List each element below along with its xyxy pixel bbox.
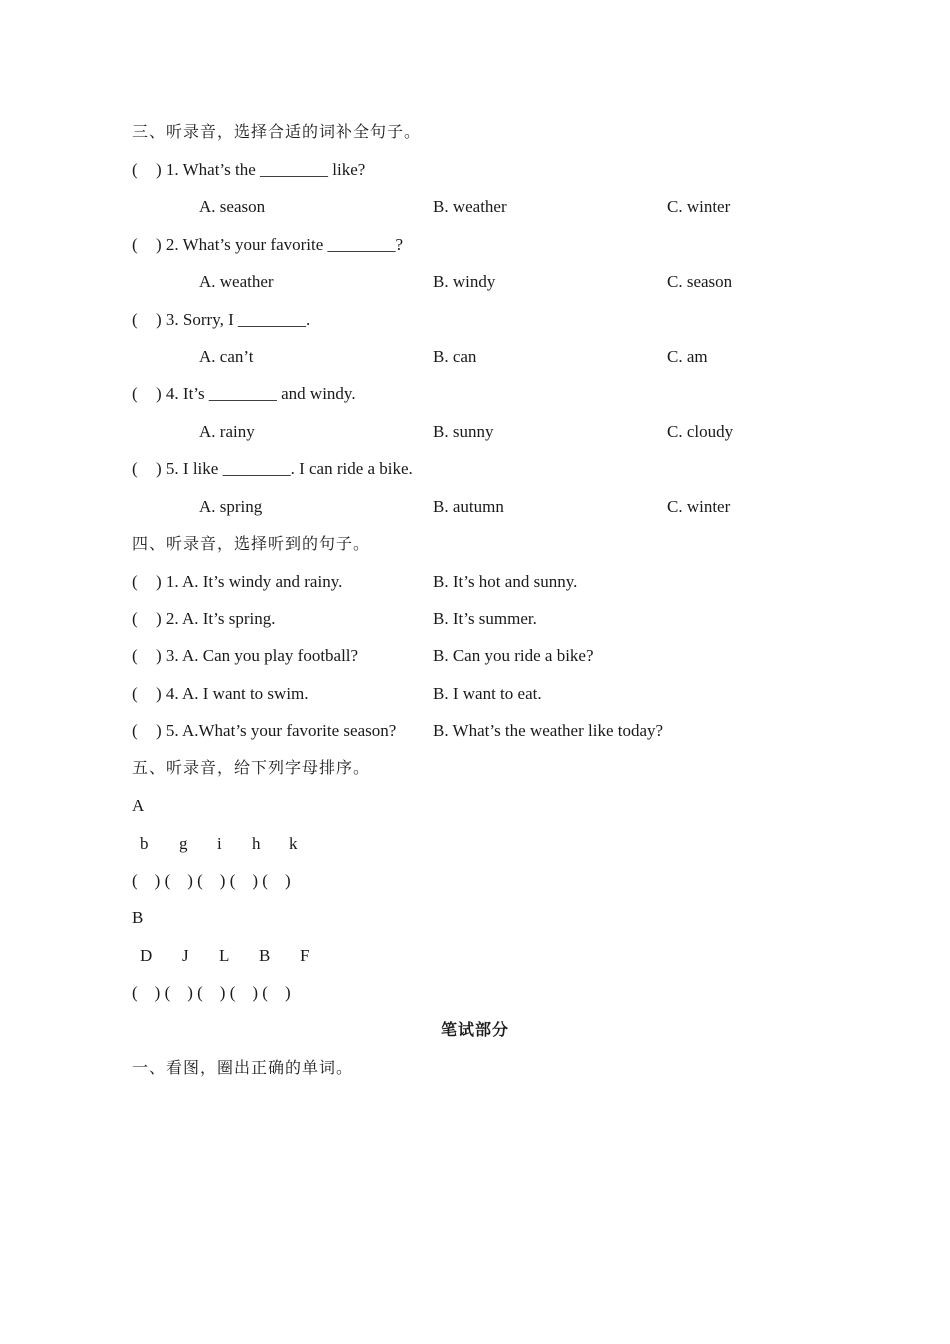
sentence-b: B. I want to eat. xyxy=(433,684,542,703)
option-b: B. weather xyxy=(433,197,507,216)
option-a: A. weather xyxy=(199,272,274,291)
letter: h xyxy=(252,834,261,853)
letter: g xyxy=(179,834,188,853)
sentence-a: ) 3. A. Can you play football? xyxy=(156,646,359,665)
letter: L xyxy=(219,946,230,965)
section-4-heading: 四、听录音，选择听到的句子。 xyxy=(132,534,371,553)
option-b: B. autumn xyxy=(433,497,504,516)
option-c: C. cloudy xyxy=(667,422,734,441)
answer-boxes: ( ) ( ) ( ) ( ) ( ) xyxy=(132,983,291,1002)
option-c: C. winter xyxy=(667,497,731,516)
answer-paren: ( xyxy=(132,235,138,254)
letter: k xyxy=(289,834,298,853)
option-a: A. spring xyxy=(199,497,263,516)
letter: F xyxy=(300,946,310,965)
question-stem: ) 1. What’s the ________ like? xyxy=(156,160,366,179)
answer-paren: ( xyxy=(132,160,138,179)
option-b: B. sunny xyxy=(433,422,494,441)
group-a-label: A xyxy=(132,796,145,815)
option-a: A. season xyxy=(199,197,266,216)
letter: i xyxy=(217,834,222,853)
section-3-heading: 三、听录音，选择合适的词补全句子。 xyxy=(132,122,422,141)
written-part-title: 笔试部分 xyxy=(440,1020,509,1039)
sentence-b: B. It’s summer. xyxy=(433,609,537,628)
letter: B xyxy=(259,946,271,965)
answer-paren: ( xyxy=(132,684,138,703)
letter: b xyxy=(140,834,149,853)
answer-paren: ( xyxy=(132,310,138,329)
answer-boxes: ( ) ( ) ( ) ( ) ( ) xyxy=(132,871,291,890)
answer-paren: ( xyxy=(132,459,138,478)
group-b-label: B xyxy=(132,908,144,927)
answer-paren: ( xyxy=(132,646,138,665)
answer-paren: ( xyxy=(132,609,138,628)
option-c: C. season xyxy=(667,272,733,291)
sentence-a: ) 4. A. I want to swim. xyxy=(156,684,309,703)
option-b: B. windy xyxy=(433,272,496,291)
sentence-b: B. What’s the weather like today? xyxy=(433,721,664,740)
answer-paren: ( xyxy=(132,384,138,403)
question-stem: ) 4. It’s ________ and windy. xyxy=(156,384,356,403)
written-section-1-heading: 一、看图，圈出正确的单词。 xyxy=(132,1058,354,1077)
sentence-a: ) 2. A. It’s spring. xyxy=(156,609,276,628)
answer-paren: ( xyxy=(132,572,138,591)
answer-paren: ( xyxy=(132,721,138,740)
option-a: A. can’t xyxy=(199,347,254,366)
option-b: B. can xyxy=(433,347,477,366)
question-stem: ) 2. What’s your favorite ________? xyxy=(156,235,404,254)
sentence-a: ) 1. A. It’s windy and rainy. xyxy=(156,572,343,591)
letter: J xyxy=(182,946,189,965)
option-a: A. rainy xyxy=(199,422,255,441)
question-stem: ) 3. Sorry, I ________. xyxy=(156,310,311,329)
sentence-b: B. Can you ride a bike? xyxy=(433,646,594,665)
section-5-heading: 五、听录音，给下列字母排序。 xyxy=(132,758,371,777)
option-c: C. winter xyxy=(667,197,731,216)
sentence-b: B. It’s hot and sunny. xyxy=(433,572,578,591)
question-stem: ) 5. I like ________. I can ride a bike. xyxy=(156,459,413,478)
option-c: C. am xyxy=(667,347,708,366)
sentence-a: ) 5. A.What’s your favorite season? xyxy=(156,721,397,740)
letter: D xyxy=(140,946,153,965)
